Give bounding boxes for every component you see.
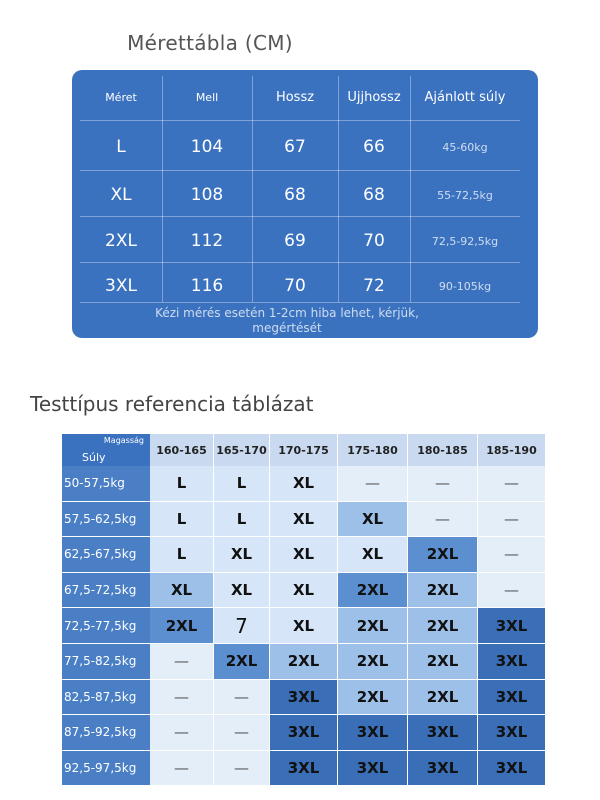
size-table-cell: 90-105kg: [438, 279, 492, 293]
size-table-cell: 108: [190, 185, 224, 205]
size-recommendation-cell: 3XL: [478, 715, 546, 751]
size-recommendation-cell: —: [150, 715, 214, 751]
size-table-divider: [80, 262, 520, 263]
size-table-cell: 70: [363, 231, 385, 251]
size-recommendation-cell: 3XL: [478, 751, 546, 787]
size-table-cell: 45-60kg: [442, 140, 488, 154]
size-recommendation-cell: —: [150, 680, 214, 716]
size-recommendation-cell: —: [478, 466, 546, 502]
weight-row-label: 72,5-77,5kg: [62, 608, 150, 644]
size-recommendation-cell: —: [150, 644, 214, 680]
weight-row-label: 77,5-82,5kg: [62, 644, 150, 680]
size-recommendation-cell: 3XL: [270, 715, 338, 751]
weight-row-label: 57,5-62,5kg: [62, 502, 150, 538]
size-table-cell: L: [116, 137, 126, 157]
size-table-title: Mérettábla (CM): [127, 31, 293, 55]
size-table-header-cell: Mell: [195, 90, 219, 104]
size-table-cell: 116: [190, 276, 224, 296]
height-column-header: 185-190: [478, 434, 546, 466]
size-recommendation-cell: —: [408, 466, 478, 502]
size-recommendation-cell: —: [478, 573, 546, 609]
size-table-cell: 55-72,5kg: [437, 188, 493, 202]
size-table-divider: [80, 120, 520, 121]
size-table-cell: 66: [363, 137, 385, 157]
size-table-row: [72, 174, 538, 216]
size-recommendation-cell: 3XL: [478, 644, 546, 680]
size-recommendation-cell: 2XL: [408, 608, 478, 644]
size-table-cell: 68: [284, 185, 306, 205]
size-recommendation-cell: XL: [338, 502, 408, 538]
size-recommendation-cell: —: [214, 751, 270, 787]
size-recommendation-cell: 2XL: [408, 537, 478, 573]
size-recommendation-cell: XL: [214, 573, 270, 609]
size-recommendation-cell: XL: [270, 537, 338, 573]
size-table-cell: 67: [284, 137, 306, 157]
size-recommendation-cell: 3XL: [270, 680, 338, 716]
size-recommendation-cell: —: [150, 751, 214, 787]
size-recommendation-cell: 3XL: [338, 715, 408, 751]
size-recommendation-cell: —: [214, 680, 270, 716]
size-table-note-line1: Kézi mérés esetén 1-2cm hiba lehet, kérjük,: [155, 306, 419, 320]
size-table-cell: 70: [284, 276, 306, 296]
weight-row-label: 82,5-87,5kg: [62, 680, 150, 716]
size-table-cell: 72: [363, 276, 385, 296]
size-table-header-cell: Méret: [105, 90, 137, 104]
size-recommendation-cell: 2XL: [338, 608, 408, 644]
size-recommendation-cell: L: [214, 502, 270, 538]
size-recommendation-cell: XL: [270, 573, 338, 609]
size-recommendation-cell: 3XL: [478, 608, 546, 644]
size-recommendation-cell: 2XL: [408, 573, 478, 609]
size-recommendation-cell: 2XL: [214, 644, 270, 680]
size-recommendation-cell: XL: [338, 537, 408, 573]
size-recommendation-cell: L: [150, 502, 214, 538]
size-recommendation-cell: XL: [214, 537, 270, 573]
size-recommendation-cell: 7: [214, 608, 270, 644]
size-recommendation-cell: 2XL: [270, 644, 338, 680]
size-table-divider: [80, 216, 520, 217]
size-recommendation-cell: 2XL: [150, 608, 214, 644]
corner-height-label: Magasság: [103, 436, 144, 445]
body-table-title: Testtípus referencia táblázat: [30, 392, 314, 416]
size-table-note-line2: megértését: [252, 321, 322, 335]
size-table-row: [72, 266, 538, 306]
size-recommendation-cell: XL: [270, 502, 338, 538]
size-table-cell: 69: [284, 231, 306, 251]
size-recommendation-cell: 3XL: [408, 751, 478, 787]
size-table-header-cell: Hossz: [275, 89, 315, 105]
size-recommendation-cell: —: [214, 715, 270, 751]
size-table-row: [72, 124, 538, 170]
size-table-note: [132, 306, 442, 336]
size-table: [72, 70, 538, 338]
size-table-row: [72, 220, 538, 262]
size-recommendation-cell: 3XL: [338, 751, 408, 787]
size-recommendation-cell: L: [214, 466, 270, 502]
size-table-header-row: [72, 74, 538, 120]
size-recommendation-cell: 2XL: [408, 680, 478, 716]
size-table-cell: 68: [363, 185, 385, 205]
size-table-header-cell: Ujjhossz: [347, 89, 401, 105]
size-recommendation-cell: 3XL: [478, 680, 546, 716]
size-recommendation-cell: 2XL: [338, 573, 408, 609]
size-recommendation-cell: L: [150, 537, 214, 573]
size-table-cell: 72,5-92,5kg: [431, 234, 499, 248]
size-table-cell: 112: [190, 231, 224, 251]
size-recommendation-cell: L: [150, 466, 214, 502]
size-table-divider: [80, 170, 520, 171]
size-recommendation-cell: 2XL: [338, 644, 408, 680]
size-recommendation-cell: —: [478, 502, 546, 538]
corner-weight-label: Súly: [82, 451, 106, 464]
size-table-cell: 3XL: [105, 276, 137, 296]
height-column-header: 170-175: [270, 434, 338, 466]
size-table-header-cell: Ajánlott súly: [424, 89, 506, 105]
body-type-table: [62, 434, 546, 786]
size-recommendation-cell: 3XL: [408, 715, 478, 751]
size-table-cell: 2XL: [105, 231, 137, 251]
weight-row-label: 62,5-67,5kg: [62, 537, 150, 573]
weight-row-label: 87,5-92,5kg: [62, 715, 150, 751]
size-recommendation-cell: 3XL: [270, 751, 338, 787]
size-recommendation-cell: 2XL: [408, 644, 478, 680]
size-recommendation-cell: XL: [270, 608, 338, 644]
size-recommendation-cell: —: [338, 466, 408, 502]
height-column-header: 160-165: [150, 434, 214, 466]
weight-row-label: 50-57,5kg: [62, 466, 150, 502]
weight-row-label: 92,5-97,5kg: [62, 751, 150, 787]
height-column-header: 175-180: [338, 434, 408, 466]
weight-row-label: 67,5-72,5kg: [62, 573, 150, 609]
size-recommendation-cell: —: [478, 537, 546, 573]
size-table-cell: XL: [110, 185, 132, 205]
height-column-header: 180-185: [408, 434, 478, 466]
height-column-header: 165-170: [214, 434, 270, 466]
size-recommendation-cell: —: [408, 502, 478, 538]
size-recommendation-cell: 2XL: [338, 680, 408, 716]
table-corner-header: [62, 434, 150, 466]
size-recommendation-cell: XL: [270, 466, 338, 502]
size-table-cell: 104: [190, 137, 224, 157]
size-recommendation-cell: XL: [150, 573, 214, 609]
